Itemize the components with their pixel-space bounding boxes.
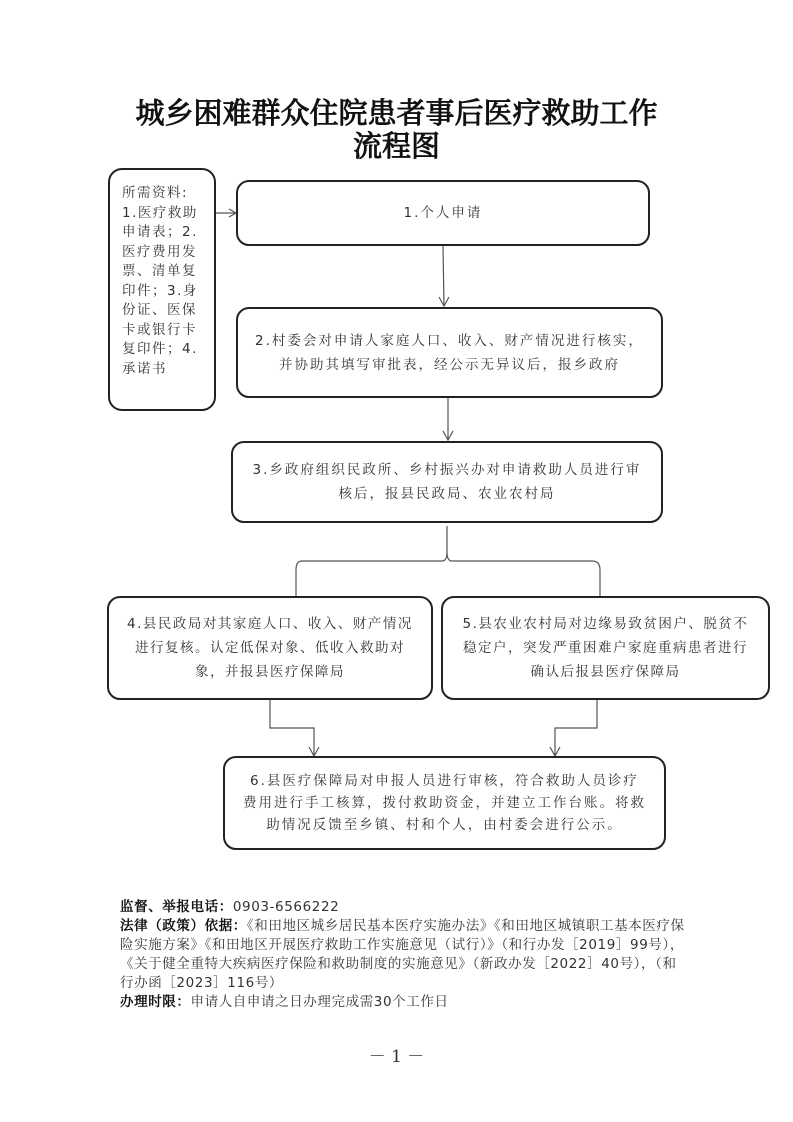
step-5-box: [441, 596, 770, 700]
hotline-label: 监督、举报电话：: [120, 899, 233, 915]
arrow-step4-to-step6: [270, 700, 314, 756]
step-1-text: 1.个人申请: [403, 205, 483, 221]
arrow-step1-to-step2: [443, 246, 444, 306]
hotline-value: 0903-6566222: [232, 899, 340, 915]
step-3-text: 3.乡政府组织民政所、乡村振兴办对申请救助人员进行审核后，报县民政局、农业农村局: [252, 462, 642, 502]
step-6-box: [223, 756, 666, 850]
document-title-line-2: 流程图: [352, 129, 440, 163]
required-materials-text: 1.医疗救助申请表；2.医疗费用发票、清单复印件；3.身份证、医保卡或银行卡复印件；4.承诺书: [122, 204, 198, 377]
step-4-box: [107, 596, 433, 700]
footer-info: [120, 898, 690, 1012]
deadline-label: 办理时限：: [120, 994, 191, 1010]
split-brace: [296, 526, 600, 596]
step-6-text: 6.县医疗保障局对申报人员进行审核，符合救助人员诊疗费用进行手工核算，拨付救助资金，并建立工作台账。将救助情况反馈至乡镇、村和个人，由村委会进行公示。: [243, 773, 646, 833]
step-3-box: [231, 441, 663, 523]
required-materials-heading: 所需资料:: [122, 185, 189, 201]
step-5-text: 5.县农业农村局对边缘易致贫困户、脱贫不稳定户，突发严重困难户家庭重病患者进行确认后报县医疗保障局: [462, 616, 749, 680]
required-materials-box: [108, 168, 216, 411]
hotline-row: [120, 898, 690, 917]
arrow-step5-to-step6: [555, 700, 597, 756]
step-2-box: [236, 307, 663, 398]
policy-basis-value: 《和田地区城乡居民基本医疗实施办法》《和田地区城镇职工基本医疗保险实施方案》《和田地区开展医疗救助工作实施意见（试行）》（和行办发［2019］99号），《关于健全重特大疾病医疗保险和救助制度的实施意见》（新政办发［2022］40号），（和行办函［2023］116号）: [120, 918, 685, 991]
deadline-row: [120, 993, 690, 1012]
policy-basis-label: 法律（政策）依据：: [120, 918, 247, 934]
page-number: － 1 －: [368, 1047, 425, 1067]
step-4-text: 4.县民政局对其家庭人口、收入、财产情况进行复核。认定低保对象、低收入救助对象，并报县医疗保障局: [127, 616, 413, 680]
step-2-text: 2.村委会对申请人家庭人口、收入、财产情况进行核实，并协助其填写审批表，经公示无异议后，报乡政府: [255, 332, 644, 373]
deadline-value: 申请人自申请之日办理完成需30个工作日: [190, 994, 449, 1010]
document-title-line-1: 城乡困难群众住院患者事后医疗救助工作: [135, 96, 658, 130]
policy-basis-row: [120, 917, 690, 993]
step-1-box: [236, 180, 650, 246]
